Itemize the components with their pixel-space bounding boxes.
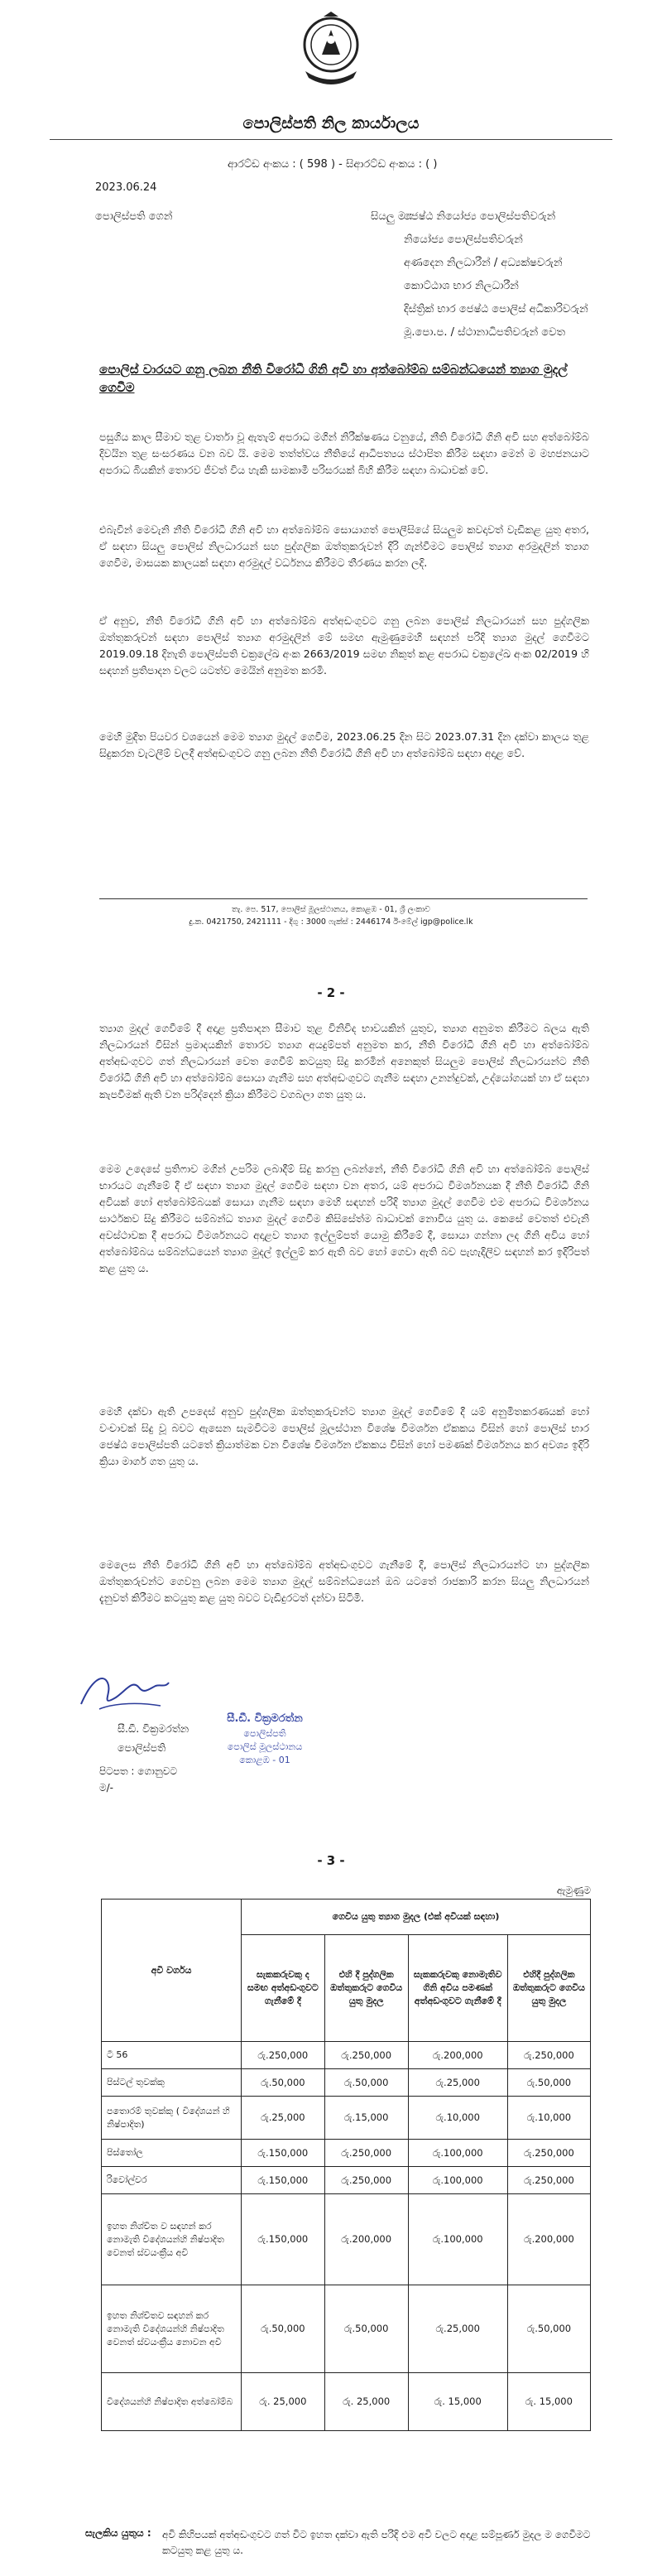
body-paragraph: මෙහි මුදිත පියවර වශයෙන් මෙම ත්‍යාග මුදල් ගෙවීම, 2023.06.25 දින සිට 2023.07.31 දින දක්වා කාලය තුළ සිදුකරන වැටලීම් වලදී අත්අඩංගුවට ගනු ලබන නීති විරෝධී ගිනි අවි හා අත්බෝම්බ සඳහා අදාළ වේ. (99, 730, 589, 759)
amount-cell: රු.50,000 (324, 2069, 408, 2097)
recipient-list (404, 210, 588, 349)
amount-cell: රු.250,000 (507, 2140, 590, 2167)
amount-cell: රු.10,000 (408, 2097, 507, 2140)
amount-cell: රු.25,000 (408, 2069, 507, 2097)
recipient-item: ජෙෂ්ඨ නියෝජ්‍ය පොලිස්පතිවරුන් (404, 210, 556, 223)
body-paragraph: ඒ අනුව, නීති විරෝධී ගිනි අවි හා අත්බෝම්බ අත්අඩංගුවට ගනු ලබන පොලිස් නිලධාරයන් සහ පුද්ගලික ඔත්තුකරුවන් සඳහා පොලිස් ත්‍යාග අරමුදලින් මේ සමඟ ඇමුණුමෙහි සඳහන් පරිදි ත්‍යාග මුදල් ගෙවීමට 2019.09.18 දිනැති පොලිස්පති චක්‍රලේඛ අංක 2663/2019 සමඟ නිකුත් කළ අපරාධ චක්‍රලේඛ අංක 02/2019 හි සඳහන් ප්‍රතිපාදන වලට යටත්ව මෙයින් අනුමත කරමි. (99, 614, 589, 677)
table-row (102, 2167, 591, 2194)
weapon-cell: විදේශයන්හි නිෂ්පාදිත අත්බෝම්බ (102, 2373, 242, 2431)
amount-cell: රු.10,000 (507, 2097, 590, 2140)
body-paragraph: මෙලෙස නීති විරෝධී ගිනි අවි හා අත්බෝම්බ අත්අඩංගුවට ගැනීමේ දී, පොලිස් නිලධාරයන්ට හා පුද්ගලික ඔත්තුකරුවන්ට ගෙවනු ලබන මෙම ත්‍යාග මුදල් සම්බන්ධයෙන් ඔබ යටතේ රාජකාරි කරන සියලු නිලධාරයන් දැනුවත් කිරීමට කටයුතු කළ යුතු බවට වැඩිදුරටත් දන්වා සිටිමි. (99, 1558, 589, 1604)
signature-icon (74, 1664, 174, 1714)
amount-cell: රු.250,000 (324, 2140, 408, 2167)
amount-cell: රු.15,000 (324, 2097, 408, 2140)
signatory-name: සී.ඩී. වික්‍රමරත්න (118, 1722, 189, 1735)
amount-cell: රු.200,000 (324, 2194, 408, 2285)
weapon-cell: පතොරම් තුවක්කු ( විදේශයන් හි නිෂ්පාදිත) (102, 2097, 242, 2140)
body-paragraph: මෙම උදෙසේ ප්‍රතිෆාව මගින් උපරිම ලබාදීම් සිදු කරනු ලබන්නේ, නීති විරෝධී ගිනි අවි හා අත්බෝම්බ පොලිස් භාරයට ගැනීමේ දී ඒ සඳහා ත්‍යාග මුදල් ගෙවීම සඳහා වන අතර, යම් අපරාධ විමර්ශනයක දී නීති විරෝධී ගිනි අවියක් හෝ අත්බෝම්බයක් සොයා ගැනීම සඳහා මෙහි සඳහන් පරිදි ත්‍යාග මුදල් ගෙවීම එම අපරාධ විමර්ශනය සාර්ථකව සිදු කිරීමට සම්බන්ධ ත්‍යාග මුදල් ගෙවීම කිසිසේත්ම බාධාවක් නොවිය යුතු ය. කෙසේ වෙතත් එවැනි අවස්ථාවක දී අපරාධ විමර්ශනයට අදාළව ත්‍යාග ඉල්ලුම්පත් යොමු කිරීමේ දී, සොයා ගන්නා ලද ගිනි අවිය හෝ අත්බෝම්බය සම්බන්ධයෙන් ත්‍යාග මුදල් ඉල්ලුම් කර ඇති බව හෝ ගෙවා ඇති බව පැහැදිලිව සඳහන් කර ඉදිරිපත් කළ යුතු ය. (99, 1163, 589, 1274)
weapon-cell: පිස්ටල් තුවක්කු (102, 2069, 242, 2097)
amount-cell: රු.50,000 (507, 2069, 590, 2097)
weapon-cell: ඉහත නිශ්චිත ව සඳහන් කර නොමැති විදේශයන්හි නිෂ්පාදිත වෙනත් ස්වයංක්‍රීය අවි (102, 2194, 242, 2285)
page-number: - 2 - (317, 985, 345, 1000)
table-row (102, 2097, 591, 2140)
amount-cell: රු.100,000 (408, 2194, 507, 2285)
recipient-item: මූ.පො.ප. / ස්ථානාධිපතිවරුන් වෙත (404, 326, 566, 339)
column-header: එහිදී පුද්ගලික ඔත්තුකරුට ගෙවිය යුතු මුදල (507, 1935, 590, 2042)
weapon-cell: රිවෝල්වර (102, 2167, 242, 2194)
amount-cell: රු.250,000 (324, 2042, 408, 2069)
reward-rates-table (101, 1899, 591, 2431)
footer-divider (99, 898, 588, 899)
body-paragraph: එබැවින් මෙවැනි නීති විරෝධී ගිනි අවි හා අත්බෝම්බ සොයාගත් පොලීසියේ සියලුම කවදාවත් වැඩිකළ යුතු අතර, ඒ සඳහා සියලු පොලිස් නිලධාරයන් සහ පුද්ගලික ඔත්තුකරුවන් දිරි ගැන්වීමට පොලිස් ත්‍යාග අරමුදලින් ත්‍යාග ගෙවීම, මාසයක කාලයක් සඳහා අරමුදල් වර්ධනය කිරීමට තීරණය කරන ලදි. (99, 523, 589, 569)
table-row (102, 2373, 591, 2431)
recipient-item: කොට්ඨාශ භාර නිලධාරීන් (404, 280, 519, 292)
amount-cell: රු. 15,000 (408, 2373, 507, 2431)
letter-date: 2023.06.24 (95, 181, 157, 194)
amount-cell: රු.150,000 (242, 2167, 325, 2194)
column-header: සැකකරුවකු ද සමඟ අත්අඩංගුවට ගැනීමේ දී (242, 1935, 325, 2042)
column-header-weapon: අවි වර්ගය (102, 1899, 242, 2042)
stamp-office: පොලිස් මූලස්ථානය (227, 1741, 303, 1752)
column-group-header: ගෙවිය යුතු ත්‍යාග මුදල (එක් අවියක් සඳහා) (242, 1899, 591, 1935)
police-crest-icon (299, 12, 363, 88)
letter-subject: පොලිස් වාරයට ගනු ලබන නීති විරෝධී ගිනි අවි හා අත්බෝම්බ සම්බන්ධයෙන් ත්‍යාග මුදල් ගෙවීම (99, 362, 568, 395)
amount-cell: රු.150,000 (242, 2140, 325, 2167)
amount-cell: රු.50,000 (324, 2285, 408, 2373)
table-header-row (102, 1899, 591, 1935)
amount-cell: රු.250,000 (324, 2167, 408, 2194)
sender: පොලිස්පති ගෙන් (95, 210, 173, 223)
table-row (102, 2140, 591, 2167)
amount-cell: රු.250,000 (507, 2167, 590, 2194)
header-divider (50, 139, 612, 140)
weapon-cell: ටී 56 (102, 2042, 242, 2069)
table-row (102, 2042, 591, 2069)
office-title: පොලිස්පති නිල කාර්යාලය (242, 114, 420, 132)
annex-label: ඇමුණුම (556, 1885, 591, 1896)
weapon-cell: ඉහත නිශ්චිතව සඳහන් කර නොමැති විදේශයන්හි නිෂ්පාදිත වෙනත් ස්වයංක්‍රීය නොවන අවි (102, 2285, 242, 2373)
amount-cell: රු.250,000 (507, 2042, 590, 2069)
amount-cell: රු. 15,000 (507, 2373, 590, 2431)
note-text: අවි කිහිපයක් අත්අඩංගුවට ගත් විට ඉහත දක්වා ඇති පරිදි එම අවි වලට අදාළ සම්පූර්ණ මුදල ම ගෙවීමට කටයුතු කළ යුතු ය. (162, 2529, 591, 2556)
body-paragraph: පසුගිය කාල සීමාව තුළ වාර්තා වූ ඇතැම් අපරාධ මගින් නිරීක්ෂණය වනුයේ, නීති විරෝධී ගිනි අවි සහ අත්බෝම්බ දිවයින තුළ සංසරණය වන බව යි. මෙම තත්ත්වය නීතියේ ආධිපත්‍යය ස්ථාපිත කිරීම සඳහා මෙන් ම මහජනයාට අපරාධ බියකින් තොරව ජීවත් විය හැකි සාමකාමී පරිසරයක් බිහි කිරීම සඳහා බාධාවක් වේ. (99, 431, 589, 476)
signatory-title: පොලිස්පති (118, 1741, 166, 1754)
recipients-label: සියලු ම : (371, 210, 413, 223)
body-paragraph: මෙහි දක්වා ඇති උපදෙස් අනුව පුද්ගලික ඔත්තුකරුවන්ට ත්‍යාග මුදල් ගෙවීමේ දී යම් අනුමිතකරණයක් හෝ වංචාවක් සිදු වූ බවට ඇසෙන සැමවිටම පොලිස් මූලස්ථාන විශේෂ විමර්ශන ඒකකය විසින් හෝ පොලිස් භාර ජෙෂ්ඨ පොලිස්පති යටතේ ක්‍රියාත්මක වන විශේෂ විමර්ශන ඒකකය විසින් හෝ පමණක් විමර්ශනය කර අවශ්‍ය ඉදිරි ක්‍රියා මාර්ග ගත යුතු ය. (99, 1405, 589, 1467)
amount-cell: රු.50,000 (507, 2285, 590, 2373)
recipient-item: අණදෙන නිලධාරීන් / අධ්‍යක්ෂවරුන් (404, 257, 563, 269)
note-label: සැලකිය යුතුය : (85, 2527, 151, 2539)
amount-cell: රු.200,000 (408, 2042, 507, 2069)
recipient-item: දිස්ත්‍රික් භාර ජෙෂ්ඨ පොලිස් අධිකාරිවරුන් (404, 303, 588, 315)
stamp-title: පොලිස්පති (243, 1728, 286, 1739)
body-paragraph: ත්‍යාග මුදල් ගෙවීමේ දී අදාළ ප්‍රතිපාදන සීමාව තුළ විනිවිද භාවයකින් යුතුව, ත්‍යාග අනුමත කිරීමට බලය ඇති නිලධාරයන් විසින් ප්‍රමාදයකින් තොරව ත්‍යාග අයදුම්පත් අනුමත කර, නීති විරෝධී ගිනි අවි හා අත්බෝම්බ අත්අඩංගුවට ගත් නිලධාරයන් වෙත ගෙවීම් කටයුතු සිදු කරමින් අනෙකුත් සියලුම පොලිස් නිලධාරයන්ට නීති විරෝධී ගිනි අවි හා අත්බෝම්බ සොයා ගැනීම සහ අත්අඩංගුවට ගැනීම සඳහා උනන්දුවක්, උද්යෝගයක් හා ඒ සඳහා කැපවීමක් ඇති වන පරිද්දෙන් ක්‍රියා කිරීමට වගබලා ගත යුතු ය. (99, 1022, 589, 1100)
amount-cell: රු. 25,000 (242, 2373, 325, 2431)
amount-cell: රු.100,000 (408, 2140, 507, 2167)
weapon-cell: පිස්තෝල (102, 2140, 242, 2167)
amount-cell: රු.50,000 (242, 2285, 325, 2373)
stamp-name: සී.ඩී. වික්‍රමරත්න (227, 1712, 303, 1725)
amount-cell: රු.250,000 (242, 2042, 325, 2069)
amount-cell: රු.25,000 (408, 2285, 507, 2373)
amount-cell: රු.200,000 (507, 2194, 590, 2285)
amount-cell: රු. 25,000 (324, 2373, 408, 2431)
column-header: එහි දී පුද්ගලික ඔත්තුකරුට ගෙවිය යුතු මුදල (324, 1935, 408, 2042)
table-row (102, 2194, 591, 2285)
initials: ම/- (99, 1782, 114, 1794)
table-row (102, 2285, 591, 2373)
page-1 (0, 0, 662, 965)
reference-number: ආරට්ඩ අංකය : ( 598 ) - සිආරට්ඩ අංකය : ( ) (228, 158, 438, 171)
table-row (102, 2069, 591, 2097)
column-header: සැකකරුවකු නොමැතිව ගිනි අවිය පමණක් අත්අඩංගුවට ගැනීමේ දී (408, 1935, 507, 2042)
amount-cell: රු.150,000 (242, 2194, 325, 2285)
amount-cell: රු.100,000 (408, 2167, 507, 2194)
copy-to: පිටපත : ගොනුවට (99, 1765, 177, 1777)
recipient-item: නියෝජ්‍ය පොලිස්පතිවරුන් (404, 234, 523, 246)
footer-address: තැ. පෙ. 517, පොලිස් මූලස්ථානය, කොළඹ - 01, ශ්‍රී ලංකාව (231, 905, 431, 914)
stamp-city: කොළඹ - 01 (239, 1755, 290, 1765)
amount-cell: රු.25,000 (242, 2097, 325, 2140)
footer-contact: දු.ක. 0421750, 2421111 - දිගු : 3000 ෆැක්ස් : 2446174 ඊ-මේල් igp@police.lk (189, 917, 473, 927)
page-number: - 3 - (317, 1853, 345, 1868)
amount-cell: රු.50,000 (242, 2069, 325, 2097)
